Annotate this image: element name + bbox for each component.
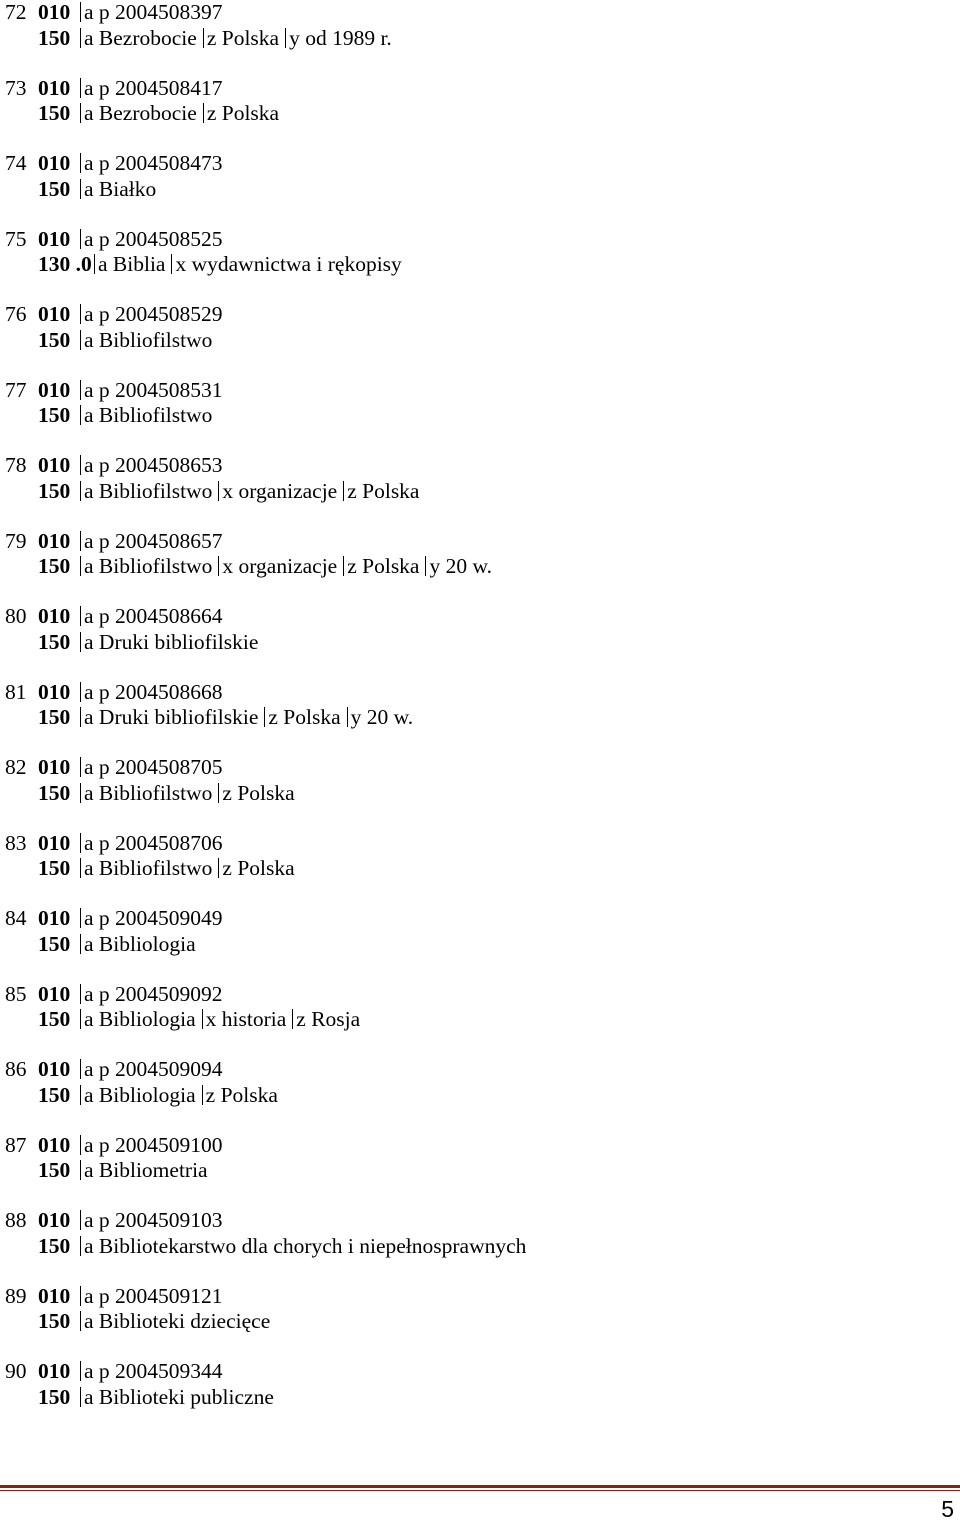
- subfield-value: a p 2004509092: [80, 982, 223, 1006]
- record-number: 83: [5, 830, 27, 855]
- subfield-value: y od 1989 r.: [285, 26, 392, 50]
- subfield-value: a p 2004508529: [80, 302, 223, 326]
- record-heading-line: [5, 630, 945, 656]
- record-number: 74: [5, 151, 27, 175]
- record-heading-line: [5, 856, 945, 882]
- subfield-value: z Polska: [343, 479, 419, 503]
- field-tag: 010: [38, 1283, 71, 1308]
- subfield-value: a p 2004508664: [80, 604, 223, 628]
- record-id-line: [5, 755, 945, 781]
- subfield-value: z Polska: [203, 26, 279, 50]
- field-tag: 150: [38, 403, 71, 427]
- record-heading-line: [5, 781, 945, 807]
- subfield-value: a p 2004508417: [80, 76, 223, 100]
- record-id-line: [5, 529, 945, 555]
- subfield-value: a p 2004508653: [80, 453, 223, 477]
- record-number: 73: [5, 75, 27, 100]
- record-heading-line: [5, 1309, 945, 1335]
- field-tag: 150: [38, 1384, 71, 1409]
- page-number: 5: [941, 1496, 954, 1522]
- record-id-line: [5, 982, 945, 1008]
- field-tag: 150: [38, 1309, 71, 1333]
- subfield-value: x organizacje: [218, 479, 337, 503]
- record-entry: [5, 906, 945, 957]
- field-tag: 010: [38, 302, 71, 326]
- field-tag: 150: [38, 705, 71, 729]
- subfield-value: a Bibliotekarstwo dla chorych i niepełnosprawnych: [80, 1234, 526, 1258]
- record-entry: [5, 227, 945, 278]
- record-entry: [5, 982, 945, 1033]
- field-tag: 150: [38, 1082, 71, 1107]
- record-entry: [5, 453, 945, 504]
- field-tag: 010: [38, 755, 71, 779]
- record-heading-line: [5, 1385, 945, 1411]
- record-heading-line: [5, 328, 945, 354]
- record-id-line: [5, 1208, 945, 1234]
- record-number: 77: [5, 377, 27, 402]
- subfield-value: a Bibliofilstwo: [80, 328, 212, 352]
- record-id-line: [5, 604, 945, 630]
- record-id-line: [5, 151, 945, 177]
- field-tag: 010: [38, 151, 71, 175]
- record-number: 78: [5, 453, 27, 477]
- field-tag: 150: [38, 25, 71, 50]
- footer-rule-thin: [0, 1490, 960, 1491]
- record-id-line: [5, 0, 945, 26]
- subfield-value: a p 2004508525: [80, 227, 223, 251]
- field-tag: 150: [38, 478, 71, 503]
- record-id-line: [5, 1359, 945, 1385]
- record-heading-line: [5, 1158, 945, 1184]
- record-entry: [5, 1208, 945, 1259]
- field-tag: 010: [38, 528, 71, 553]
- subfield-value: a p 2004508706: [80, 831, 223, 855]
- field-tag: 150: [38, 1158, 71, 1182]
- record-id-line: [5, 1284, 945, 1310]
- subfield-value: a Druki bibliofilskie: [80, 705, 258, 729]
- subfield-value: z Polska: [218, 856, 294, 880]
- field-tag: 130 .0: [38, 252, 92, 276]
- record-number: 84: [5, 906, 27, 930]
- subfield-value: a Bibliofilstwo: [80, 403, 212, 427]
- record-id-line: [5, 1057, 945, 1083]
- subfield-value: a Bibliologia: [80, 1083, 196, 1107]
- record-number: 85: [5, 981, 27, 1006]
- record-number: 75: [5, 226, 27, 251]
- record-heading-line: [5, 1083, 945, 1109]
- subfield-value: x wydawnictwa i rękopisy: [171, 252, 401, 276]
- field-tag: 010: [38, 1359, 71, 1383]
- record-entry: [5, 378, 945, 429]
- record-heading-line: [5, 101, 945, 127]
- record-heading-line: [5, 554, 945, 580]
- record-number: 90: [5, 1359, 27, 1383]
- record-id-line: [5, 227, 945, 253]
- record-number: 79: [5, 528, 27, 553]
- subfield-value: a p 2004509094: [80, 1057, 223, 1081]
- subfield-value: a Bibliofilstwo: [80, 781, 212, 805]
- subfield-value: a Bezrobocie: [80, 101, 197, 125]
- subfield-value: z Rosja: [292, 1007, 360, 1031]
- record-id-line: [5, 302, 945, 328]
- record-list: [5, 0, 945, 1435]
- record-heading-line: [5, 26, 945, 52]
- subfield-value: a p 2004508668: [80, 680, 223, 704]
- record-heading-line: [5, 177, 945, 203]
- subfield-value: a p 2004508657: [80, 529, 223, 553]
- record-id-line: [5, 378, 945, 404]
- record-number: 82: [5, 755, 27, 779]
- record-entry: [5, 1284, 945, 1335]
- record-entry: [5, 680, 945, 731]
- record-entry: [5, 0, 945, 51]
- field-tag: 010: [38, 679, 71, 704]
- subfield-value: a Białko: [80, 177, 156, 201]
- field-tag: 150: [38, 629, 71, 654]
- record-heading-line: [5, 479, 945, 505]
- record-heading-line: [5, 252, 945, 278]
- field-tag: 150: [38, 554, 71, 578]
- field-tag: 150: [38, 1233, 71, 1258]
- field-tag: 010: [38, 906, 71, 930]
- subfield-value: a p 2004509344: [80, 1359, 223, 1383]
- record-number: 72: [5, 0, 27, 24]
- field-tag: 010: [38, 226, 71, 251]
- field-tag: 010: [38, 604, 71, 628]
- subfield-value: y 20 w.: [347, 705, 414, 729]
- subfield-value: a Biblioteki publiczne: [80, 1385, 274, 1409]
- record-number: 76: [5, 302, 27, 326]
- subfield-value: a p 2004509100: [80, 1133, 223, 1157]
- field-tag: 150: [38, 176, 71, 201]
- subfield-value: a p 2004509121: [80, 1284, 223, 1308]
- subfield-value: z Polska: [202, 1083, 278, 1107]
- record-heading-line: [5, 705, 945, 731]
- record-heading-line: [5, 1234, 945, 1260]
- subfield-value: a Biblioteki dziecięce: [80, 1309, 270, 1333]
- record-entry: [5, 1133, 945, 1184]
- field-tag: 010: [38, 0, 71, 24]
- subfield-value: a p 2004508397: [80, 0, 223, 24]
- field-tag: 150: [38, 856, 71, 880]
- subfield-value: z Polska: [203, 101, 279, 125]
- field-tag: 010: [38, 75, 71, 100]
- subfield-value: z Polska: [343, 554, 419, 578]
- record-heading-line: [5, 1007, 945, 1033]
- record-entry: [5, 302, 945, 353]
- record-number: 88: [5, 1208, 27, 1232]
- subfield-value: a Bibliofilstwo: [80, 479, 212, 503]
- subfield-value: a Biblia: [94, 252, 165, 276]
- subfield-value: a Bibliologia: [80, 932, 196, 956]
- field-tag: 010: [38, 830, 71, 855]
- field-tag: 150: [38, 1007, 71, 1031]
- field-tag: 010: [38, 1208, 71, 1232]
- subfield-value: a Bibliologia: [80, 1007, 196, 1031]
- field-tag: 150: [38, 327, 71, 352]
- record-entry: [5, 1359, 945, 1410]
- record-entry: [5, 604, 945, 655]
- subfield-value: a p 2004508531: [80, 378, 223, 402]
- record-number: 89: [5, 1283, 27, 1308]
- subfield-value: x historia: [202, 1007, 287, 1031]
- record-heading-line: [5, 403, 945, 429]
- subfield-value: a p 2004509049: [80, 906, 223, 930]
- footer-rule: [0, 1485, 960, 1488]
- record-id-line: [5, 76, 945, 102]
- record-number: 80: [5, 604, 27, 628]
- record-entry: [5, 831, 945, 882]
- record-id-line: [5, 906, 945, 932]
- field-tag: 010: [38, 377, 71, 402]
- field-tag: 010: [38, 453, 71, 477]
- subfield-value: z Polska: [264, 705, 340, 729]
- field-tag: 150: [38, 780, 71, 805]
- subfield-value: a p 2004508705: [80, 755, 223, 779]
- record-entry: [5, 151, 945, 202]
- subfield-value: a Bibliofilstwo: [80, 554, 212, 578]
- field-tag: 150: [38, 101, 71, 125]
- record-entry: [5, 755, 945, 806]
- subfield-value: a Druki bibliofilskie: [80, 630, 258, 654]
- subfield-value: a Bezrobocie: [80, 26, 197, 50]
- subfield-value: a p 2004509103: [80, 1208, 223, 1232]
- subfield-value: a p 2004508473: [80, 151, 223, 175]
- record-number: 81: [5, 679, 27, 704]
- record-entry: [5, 76, 945, 127]
- record-number: 86: [5, 1057, 27, 1081]
- record-id-line: [5, 453, 945, 479]
- subfield-value: z Polska: [218, 781, 294, 805]
- record-entry: [5, 529, 945, 580]
- record-heading-line: [5, 932, 945, 958]
- subfield-value: x organizacje: [218, 554, 337, 578]
- field-tag: 150: [38, 931, 71, 956]
- record-id-line: [5, 680, 945, 706]
- record-id-line: [5, 831, 945, 857]
- record-number: 87: [5, 1132, 27, 1157]
- field-tag: 010: [38, 1057, 71, 1081]
- subfield-value: y 20 w.: [425, 554, 492, 578]
- subfield-value: a Bibliofilstwo: [80, 856, 212, 880]
- field-tag: 010: [38, 1132, 71, 1157]
- field-tag: 010: [38, 981, 71, 1006]
- record-entry: [5, 1057, 945, 1108]
- subfield-value: a Bibliometria: [80, 1158, 208, 1182]
- record-id-line: [5, 1133, 945, 1159]
